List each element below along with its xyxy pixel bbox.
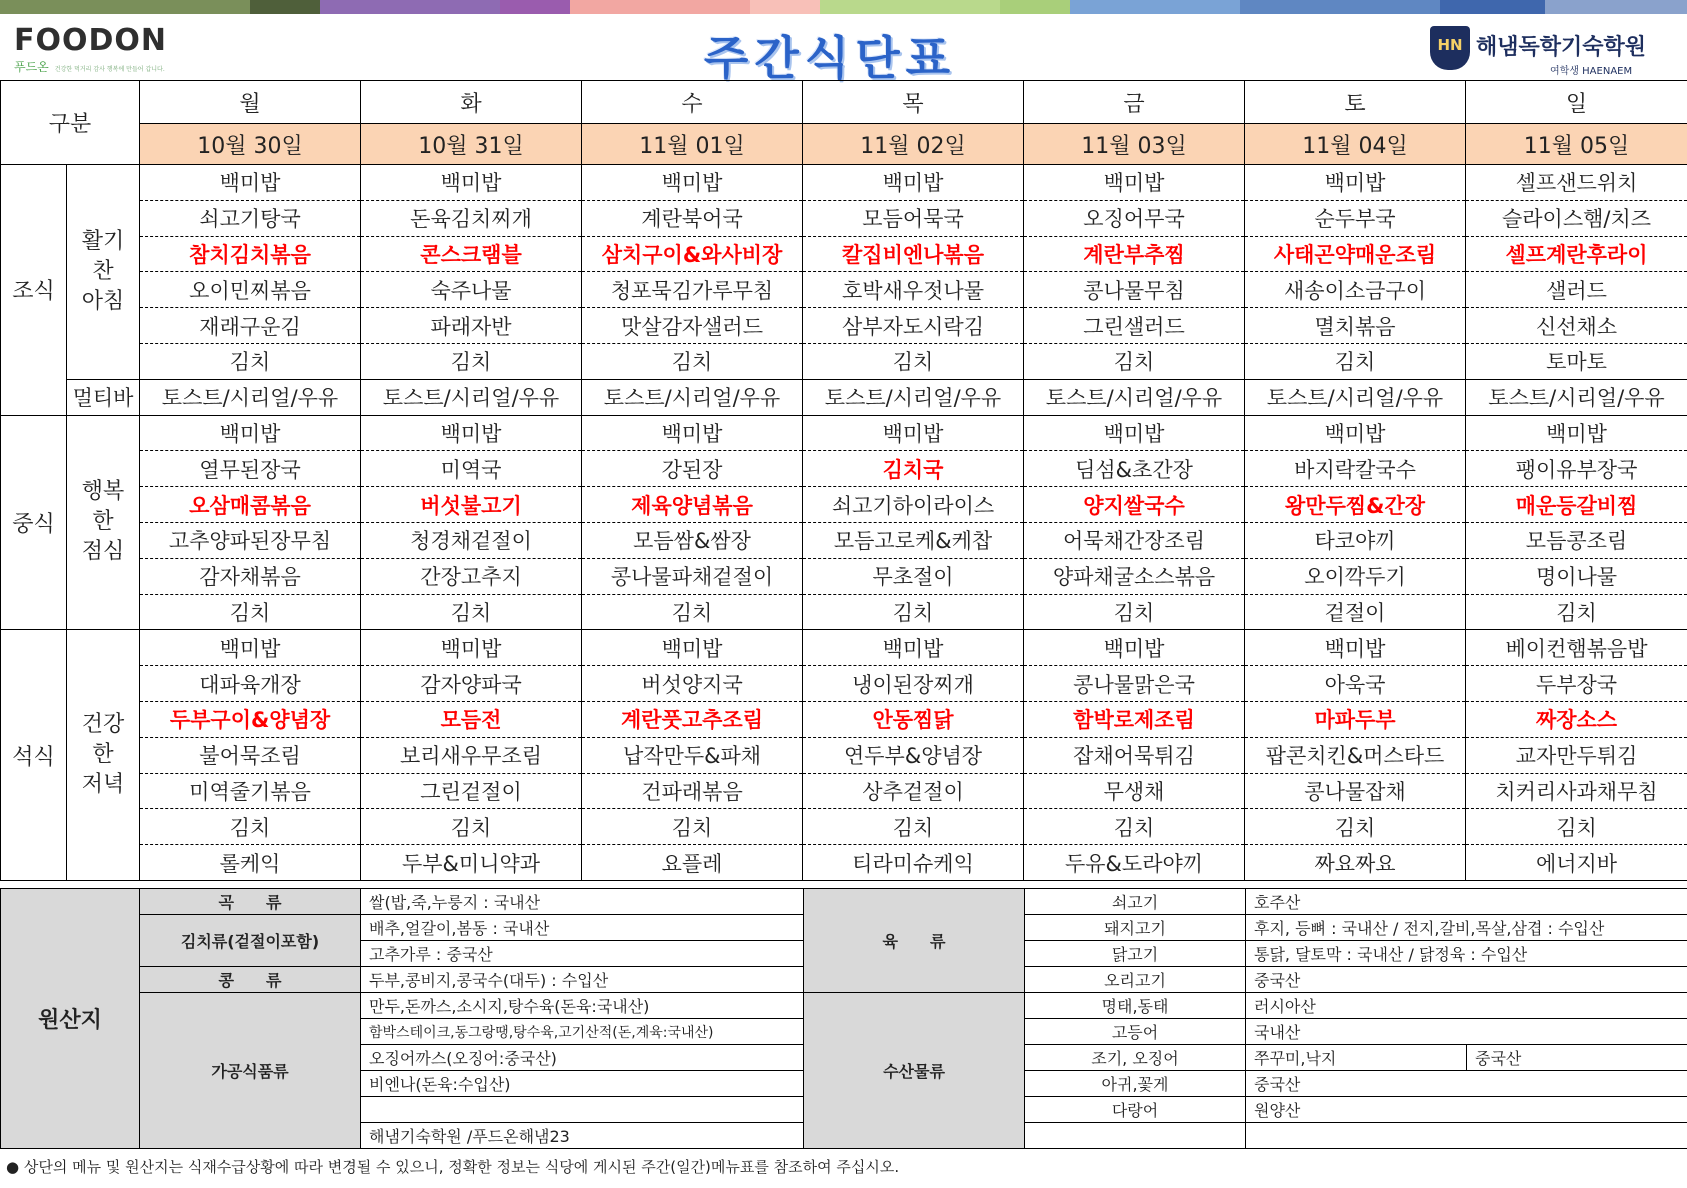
menu-item: 계란부추찜 bbox=[1024, 236, 1245, 272]
meat-name: 닭고기 bbox=[1025, 941, 1246, 967]
menu-item: 김치 bbox=[140, 594, 361, 630]
menu-row bbox=[1, 558, 1687, 594]
processed-value: 만두,돈까스,소시지,탕수육(돈육:국내산) bbox=[361, 993, 804, 1019]
processed-value bbox=[361, 1097, 804, 1123]
origin-title: 원산지 bbox=[1, 889, 140, 1149]
date-header: 11월 01일 bbox=[582, 124, 803, 165]
menu-item: 멸치볶음 bbox=[1245, 308, 1466, 344]
menu-item: 연두부&양념장 bbox=[803, 737, 1024, 773]
menu-item: 두유&도라야끼 bbox=[1024, 845, 1245, 881]
menu-item: 백미밥 bbox=[140, 630, 361, 666]
menu-item: 김치 bbox=[361, 594, 582, 630]
meat-value: 호주산 bbox=[1246, 889, 1687, 915]
menu-item: 두부장국 bbox=[1466, 666, 1687, 702]
meal-sub-label-line: 저녁 bbox=[81, 772, 125, 798]
menu-item: 불어묵조림 bbox=[140, 737, 361, 773]
foodon-tagline: 건강한 먹거리 감사 행복에 만들어 갑니다. bbox=[54, 66, 165, 73]
menu-item: 함박로제조림 bbox=[1024, 701, 1245, 737]
strip-segment bbox=[320, 0, 500, 14]
menu-item: 티라미슈케익 bbox=[803, 845, 1024, 881]
menu-item: 토스트/시리얼/우유 bbox=[1245, 379, 1466, 415]
day-header: 토 bbox=[1245, 81, 1466, 124]
menu-item: 요플레 bbox=[582, 845, 803, 881]
menu-item: 신선채소 bbox=[1466, 308, 1687, 344]
menu-item: 모듬전 bbox=[361, 701, 582, 737]
menu-row bbox=[1, 630, 1687, 666]
processed-value: 해냄기숙학원 /푸드온해냄23 bbox=[361, 1123, 804, 1149]
page-header bbox=[0, 14, 1687, 85]
menu-item: 백미밥 bbox=[1245, 165, 1466, 201]
strip-segment bbox=[1545, 0, 1687, 14]
meat-name: 돼지고기 bbox=[1025, 915, 1246, 941]
haenaem-sub: 여학생 HAENAEM bbox=[1550, 66, 1633, 77]
day-header: 화 bbox=[361, 81, 582, 124]
menu-item: 고추양파된장무침 bbox=[140, 522, 361, 558]
menu-item: 김치 bbox=[1245, 809, 1466, 845]
seafood-name: 다랑어 bbox=[1025, 1097, 1246, 1123]
menu-item: 상추겉절이 bbox=[803, 773, 1024, 809]
menu-item: 롤케익 bbox=[140, 845, 361, 881]
date-header: 11월 02일 bbox=[803, 124, 1024, 165]
menu-item: 샐러드 bbox=[1466, 272, 1687, 308]
menu-item: 사태곤약매운조림 bbox=[1245, 236, 1466, 272]
menu-item: 마파두부 bbox=[1245, 701, 1466, 737]
menu-item: 계란북어국 bbox=[582, 200, 803, 236]
seafood-value bbox=[1246, 1123, 1687, 1149]
strip-segment bbox=[1240, 0, 1440, 14]
menu-item: 짜요짜요 bbox=[1245, 845, 1466, 881]
menu-item: 백미밥 bbox=[803, 165, 1024, 201]
menu-item: 쇠고기하이라이스 bbox=[803, 487, 1024, 523]
seafood-value: 쭈꾸미,낙지 bbox=[1246, 1045, 1467, 1071]
menu-item: 양지쌀국수 bbox=[1024, 487, 1245, 523]
meal-sub-label-line: 행복 bbox=[81, 479, 125, 505]
meat-name: 오리고기 bbox=[1025, 967, 1246, 993]
menu-item: 양파채굴소스볶음 bbox=[1024, 558, 1245, 594]
gubun-header: 구분 bbox=[1, 81, 140, 165]
seafood-name: 아귀,꽃게 bbox=[1025, 1071, 1246, 1097]
menu-item: 대파육개장 bbox=[140, 666, 361, 702]
menu-item: 미역줄기볶음 bbox=[140, 773, 361, 809]
seafood-label: 수산물류 bbox=[804, 993, 1025, 1149]
menu-item: 오삼매콤볶음 bbox=[140, 487, 361, 523]
meal-sub-label: 멀티바 bbox=[67, 379, 140, 415]
day-row bbox=[1, 81, 1687, 124]
menu-item: 계란풋고추조림 bbox=[582, 701, 803, 737]
day-header: 월 bbox=[140, 81, 361, 124]
meal-sub-label-line: 활기 bbox=[81, 228, 125, 254]
foodon-sub: 푸드온 건강한 먹거리 감사 행복에 만들어 갑니다. bbox=[14, 60, 165, 74]
menu-item: 김치 bbox=[803, 809, 1024, 845]
menu-item: 두부구이&양념장 bbox=[140, 701, 361, 737]
day-header: 금 bbox=[1024, 81, 1245, 124]
menu-item: 납작만두&파채 bbox=[582, 737, 803, 773]
menu-item: 모듬어묵국 bbox=[803, 200, 1024, 236]
meal-sub-label-line: 건강 bbox=[81, 712, 125, 738]
strip-segment bbox=[500, 0, 570, 14]
date-header: 11월 05일 bbox=[1466, 124, 1687, 165]
menu-item: 참치김치볶음 bbox=[140, 236, 361, 272]
menu-item: 팽이유부장국 bbox=[1466, 451, 1687, 487]
menu-item: 백미밥 bbox=[140, 415, 361, 451]
menu-item: 모듬고로케&케찹 bbox=[803, 522, 1024, 558]
seafood-value: 원양산 bbox=[1246, 1097, 1687, 1123]
shield-icon: HN bbox=[1430, 26, 1470, 70]
menu-item: 겉절이 bbox=[1245, 594, 1466, 630]
seafood-name: 명태,동태 bbox=[1025, 993, 1246, 1019]
menu-item: 버섯불고기 bbox=[361, 487, 582, 523]
menu-row bbox=[1, 809, 1687, 845]
foodon-logo bbox=[14, 23, 168, 75]
menu-item: 팝콘치킨&머스타드 bbox=[1245, 737, 1466, 773]
menu-item: 백미밥 bbox=[582, 165, 803, 201]
menu-row bbox=[1, 451, 1687, 487]
meat-value: 후지, 등뼈 : 국내산 / 전지,갈비,목살,삼겹 : 수입산 bbox=[1246, 915, 1687, 941]
menu-item: 백미밥 bbox=[803, 630, 1024, 666]
menu-item: 콩나물파채겉절이 bbox=[582, 558, 803, 594]
menu-item: 무생채 bbox=[1024, 773, 1245, 809]
menu-item: 치커리사과채무침 bbox=[1466, 773, 1687, 809]
menu-item: 짜장소스 bbox=[1466, 701, 1687, 737]
strip-segment bbox=[820, 0, 1000, 14]
menu-item: 삼부자도시락김 bbox=[803, 308, 1024, 344]
menu-item: 호박새우젓나물 bbox=[803, 272, 1024, 308]
menu-row bbox=[1, 666, 1687, 702]
meal-sub-label bbox=[67, 165, 140, 380]
foodon-brand: FOODON bbox=[14, 23, 168, 58]
menu-item: 보리새우무조림 bbox=[361, 737, 582, 773]
menu-item: 셀프계란후라이 bbox=[1466, 236, 1687, 272]
menu-item: 토스트/시리얼/우유 bbox=[803, 379, 1024, 415]
menu-item: 콩나물잡채 bbox=[1245, 773, 1466, 809]
menu-item: 강된장 bbox=[582, 451, 803, 487]
menu-item: 백미밥 bbox=[1024, 165, 1245, 201]
menu-item: 셀프샌드위치 bbox=[1466, 165, 1687, 201]
menu-item: 열무된장국 bbox=[140, 451, 361, 487]
seafood-value: 국내산 bbox=[1246, 1019, 1687, 1045]
menu-item: 백미밥 bbox=[1245, 415, 1466, 451]
menu-row bbox=[1, 845, 1687, 881]
menu-row bbox=[1, 594, 1687, 630]
menu-item: 콘스크램블 bbox=[361, 236, 582, 272]
menu-item: 김치 bbox=[1245, 343, 1466, 379]
menu-row bbox=[1, 236, 1687, 272]
meal-sub-label-line: 찬 bbox=[92, 258, 114, 284]
menu-item: 청포묵김가루무침 bbox=[582, 272, 803, 308]
meat-value: 통닭, 달토막 : 국내산 / 닭정육 : 수입산 bbox=[1246, 941, 1687, 967]
seafood-value: 중국산 bbox=[1246, 1071, 1687, 1097]
kimchi-label: 김치류(겉절이포함) bbox=[140, 915, 361, 967]
menu-item: 김치 bbox=[582, 809, 803, 845]
menu-row bbox=[1, 272, 1687, 308]
menu-item: 매운등갈비찜 bbox=[1466, 487, 1687, 523]
date-row bbox=[1, 124, 1687, 165]
menu-item: 김치 bbox=[1466, 594, 1687, 630]
meal-label: 석식 bbox=[1, 630, 67, 881]
menu-item: 백미밥 bbox=[803, 415, 1024, 451]
strip-segment bbox=[1000, 0, 1070, 14]
menu-item: 모듬콩조림 bbox=[1466, 522, 1687, 558]
menu-item: 그린겉절이 bbox=[361, 773, 582, 809]
menu-item: 김치 bbox=[803, 343, 1024, 379]
menu-item: 교자만두튀김 bbox=[1466, 737, 1687, 773]
menu-item: 백미밥 bbox=[1245, 630, 1466, 666]
menu-item: 김치 bbox=[803, 594, 1024, 630]
seafood-name: 조기, 오징어 bbox=[1025, 1045, 1246, 1071]
day-header: 목 bbox=[803, 81, 1024, 124]
menu-item: 김치 bbox=[361, 809, 582, 845]
day-header: 일 bbox=[1466, 81, 1687, 124]
menu-item: 두부&미니약과 bbox=[361, 845, 582, 881]
processed-value: 오징어까스(오징어:중국산) bbox=[361, 1045, 804, 1071]
menu-item: 타코야끼 bbox=[1245, 522, 1466, 558]
bean-value: 두부,콩비지,콩국수(대두) : 수입산 bbox=[361, 967, 804, 993]
menu-item: 김치 bbox=[1024, 343, 1245, 379]
menu-item: 김치 bbox=[1024, 594, 1245, 630]
meal-sub-label bbox=[67, 415, 140, 630]
menu-item: 바지락칼국수 bbox=[1245, 451, 1466, 487]
menu-item: 백미밥 bbox=[1024, 415, 1245, 451]
menu-item: 백미밥 bbox=[361, 415, 582, 451]
menu-item: 삼치구이&와사비장 bbox=[582, 236, 803, 272]
strip-segment bbox=[1070, 0, 1240, 14]
menu-item: 백미밥 bbox=[1466, 415, 1687, 451]
menu-row bbox=[1, 701, 1687, 737]
meat-name: 쇠고기 bbox=[1025, 889, 1246, 915]
menu-item: 맛살감자샐러드 bbox=[582, 308, 803, 344]
menu-item: 토스트/시리얼/우유 bbox=[1466, 379, 1687, 415]
menu-item: 토스트/시리얼/우유 bbox=[140, 379, 361, 415]
menu-item: 슬라이스햄/치즈 bbox=[1466, 200, 1687, 236]
grain-value: 쌀(밥,죽,누룽지 : 국내산 bbox=[361, 889, 804, 915]
meal-label: 조식 bbox=[1, 165, 67, 416]
haenaem-name: 해냄독학기숙학원 bbox=[1476, 35, 1647, 60]
date-header: 10월 30일 bbox=[140, 124, 361, 165]
top-color-strip bbox=[0, 0, 1687, 14]
menu-row bbox=[1, 379, 1687, 415]
meal-sub-label-line: 아침 bbox=[81, 288, 125, 314]
seafood-name: 고등어 bbox=[1025, 1019, 1246, 1045]
menu-item: 백미밥 bbox=[582, 415, 803, 451]
strip-segment bbox=[750, 0, 820, 14]
menu-item: 백미밥 bbox=[361, 165, 582, 201]
menu-item: 재래구운김 bbox=[140, 308, 361, 344]
menu-item: 어묵채간장조림 bbox=[1024, 522, 1245, 558]
menu-item: 무초절이 bbox=[803, 558, 1024, 594]
meat-label: 육 류 bbox=[804, 889, 1025, 993]
seafood-name bbox=[1025, 1123, 1246, 1149]
strip-segment bbox=[250, 0, 320, 14]
menu-item: 토마토 bbox=[1466, 343, 1687, 379]
meat-value: 중국산 bbox=[1246, 967, 1687, 993]
strip-segment bbox=[570, 0, 750, 14]
kimchi-value: 배추,얼갈이,봄동 : 국내산 bbox=[361, 915, 804, 941]
menu-row bbox=[1, 773, 1687, 809]
strip-segment bbox=[0, 0, 250, 14]
menu-item: 안동찜닭 bbox=[803, 701, 1024, 737]
menu-item: 백미밥 bbox=[140, 165, 361, 201]
meal-label: 중식 bbox=[1, 415, 67, 630]
menu-item: 칼집비엔나볶음 bbox=[803, 236, 1024, 272]
menu-item: 김치 bbox=[140, 809, 361, 845]
menu-item: 김치 bbox=[361, 343, 582, 379]
menu-item: 명이나물 bbox=[1466, 558, 1687, 594]
date-header: 10월 31일 bbox=[361, 124, 582, 165]
seafood-value2: 중국산 bbox=[1467, 1045, 1687, 1071]
menu-item: 새송이소금구이 bbox=[1245, 272, 1466, 308]
menu-row bbox=[1, 343, 1687, 379]
menu-item: 백미밥 bbox=[1024, 630, 1245, 666]
menu-item: 김치국 bbox=[803, 451, 1024, 487]
day-header: 수 bbox=[582, 81, 803, 124]
menu-item: 쇠고기탕국 bbox=[140, 200, 361, 236]
menu-item: 제육양념볶음 bbox=[582, 487, 803, 523]
menu-item: 오이민찌볶음 bbox=[140, 272, 361, 308]
menu-item: 왕만두찜&간장 bbox=[1245, 487, 1466, 523]
menu-item: 아욱국 bbox=[1245, 666, 1466, 702]
strip-segment bbox=[1440, 0, 1545, 14]
bean-label: 콩 류 bbox=[140, 967, 361, 993]
menu-item: 파래자반 bbox=[361, 308, 582, 344]
menu-item: 딤섬&초간장 bbox=[1024, 451, 1245, 487]
page-title: 주간식단표 bbox=[703, 31, 957, 85]
menu-row bbox=[1, 737, 1687, 773]
menu-row bbox=[1, 200, 1687, 236]
menu-item: 콩나물맑은국 bbox=[1024, 666, 1245, 702]
menu-item: 감자양파국 bbox=[361, 666, 582, 702]
date-header: 11월 03일 bbox=[1024, 124, 1245, 165]
meal-sub-label bbox=[67, 630, 140, 881]
date-header: 11월 04일 bbox=[1245, 124, 1466, 165]
menu-item: 숙주나물 bbox=[361, 272, 582, 308]
kimchi-value: 고추가루 : 중국산 bbox=[361, 941, 804, 967]
menu-item: 미역국 bbox=[361, 451, 582, 487]
menu-row bbox=[1, 487, 1687, 523]
menu-item: 간장고추지 bbox=[361, 558, 582, 594]
menu-item: 김치 bbox=[1466, 809, 1687, 845]
meal-sub-label-line: 한 bbox=[92, 509, 114, 535]
processed-label: 가공식품류 bbox=[140, 993, 361, 1149]
menu-item: 오징어무국 bbox=[1024, 200, 1245, 236]
meal-sub-label-line: 점심 bbox=[81, 539, 125, 565]
menu-table bbox=[0, 80, 1687, 881]
menu-item: 냉이된장찌개 bbox=[803, 666, 1024, 702]
origin-table bbox=[0, 888, 1687, 1149]
notice-text: ● 상단의 메뉴 및 원산지는 식재수급상황에 따라 변경될 수 있으니, 정확한 정보는 식당에 게시된 주간(일간)메뉴표를 참조하여 주십시오. bbox=[6, 1158, 900, 1176]
menu-item: 베이컨햄볶음밥 bbox=[1466, 630, 1687, 666]
menu-item: 토스트/시리얼/우유 bbox=[361, 379, 582, 415]
menu-row bbox=[1, 415, 1687, 451]
processed-value: 비엔나(돈육:수입산) bbox=[361, 1071, 804, 1097]
menu-item: 토스트/시리얼/우유 bbox=[1024, 379, 1245, 415]
menu-item: 백미밥 bbox=[582, 630, 803, 666]
menu-item: 콩나물무침 bbox=[1024, 272, 1245, 308]
menu-item: 잡채어묵튀김 bbox=[1024, 737, 1245, 773]
menu-item: 김치 bbox=[582, 594, 803, 630]
meal-sub-label-line: 한 bbox=[92, 742, 114, 768]
menu-item: 순두부국 bbox=[1245, 200, 1466, 236]
grain-label: 곡 류 bbox=[140, 889, 361, 915]
menu-item: 돈육김치찌개 bbox=[361, 200, 582, 236]
menu-item: 청경채겉절이 bbox=[361, 522, 582, 558]
menu-item: 김치 bbox=[1024, 809, 1245, 845]
menu-item: 에너지바 bbox=[1466, 845, 1687, 881]
menu-item: 버섯양지국 bbox=[582, 666, 803, 702]
seafood-value: 러시아산 bbox=[1246, 993, 1687, 1019]
menu-row bbox=[1, 165, 1687, 201]
menu-item: 김치 bbox=[582, 343, 803, 379]
menu-item: 모듬쌈&쌈장 bbox=[582, 522, 803, 558]
menu-row bbox=[1, 522, 1687, 558]
menu-item: 그린샐러드 bbox=[1024, 308, 1245, 344]
menu-item: 김치 bbox=[140, 343, 361, 379]
menu-row bbox=[1, 308, 1687, 344]
menu-item: 감자채볶음 bbox=[140, 558, 361, 594]
menu-item: 건파래볶음 bbox=[582, 773, 803, 809]
menu-item: 오이깍두기 bbox=[1245, 558, 1466, 594]
menu-item: 백미밥 bbox=[361, 630, 582, 666]
menu-item: 토스트/시리얼/우유 bbox=[582, 379, 803, 415]
processed-value: 함박스테이크,동그랑땡,탕수육,고기산적(돈,계육:국내산) bbox=[361, 1019, 804, 1045]
